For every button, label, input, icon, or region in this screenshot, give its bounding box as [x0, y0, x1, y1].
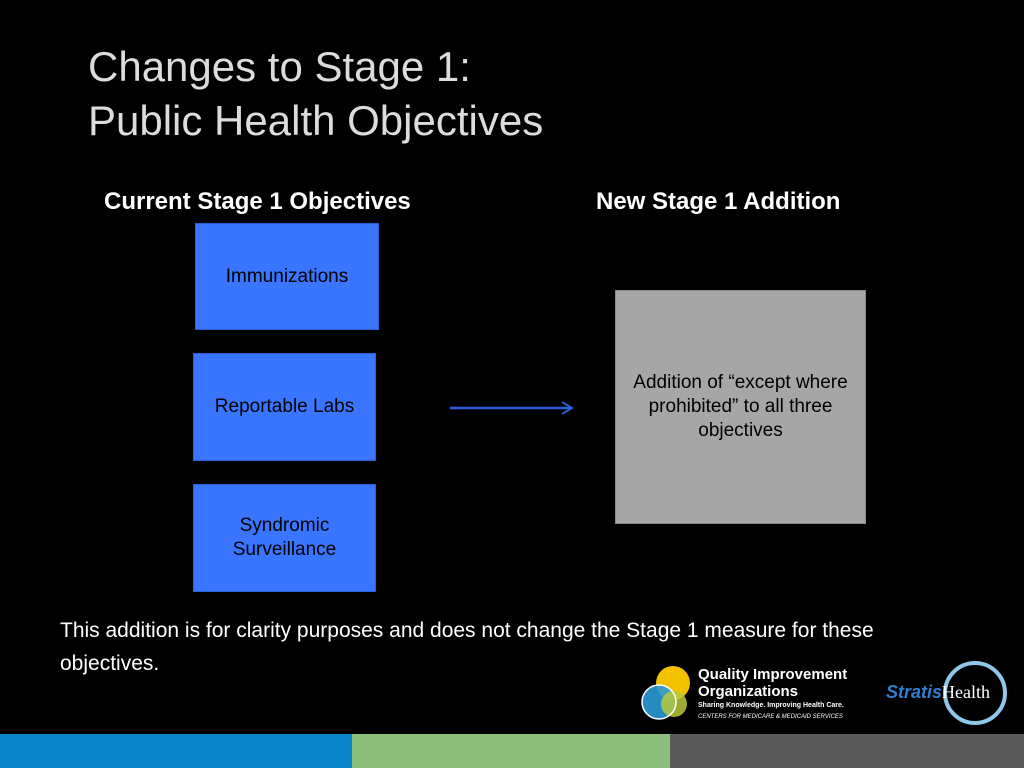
footer-segment-blue [0, 734, 352, 768]
stratis-health-logo [884, 658, 1012, 730]
title-line-2: Public Health Objectives [88, 97, 544, 144]
qio-subline: CENTERS FOR MEDICARE & MEDICAID SERVICES [698, 714, 843, 720]
immunizations-box: Immunizations [195, 223, 379, 330]
new-addition-heading: New Stage 1 Addition [596, 188, 841, 215]
stratis-word: Stratis [886, 682, 943, 702]
syndromic-surveillance-box: Syndromic Surveillance [193, 484, 376, 592]
qio-logo [638, 664, 868, 728]
health-word: Health [942, 682, 991, 702]
title-line-1: Changes to Stage 1: [88, 43, 471, 90]
footer-bar [0, 734, 1024, 768]
stratis-health-wordmark [886, 682, 990, 703]
qio-name-line-2: Organizations [698, 683, 799, 700]
footer-segment-grey [670, 734, 1024, 768]
arrow-right-icon [448, 398, 578, 418]
clarity-note: This addition is for clarity purposes and does not change the Stage 1 measure for these objectives. [60, 619, 874, 675]
footer-segment-green [352, 734, 670, 768]
addition-box: Addition of “except where prohibited” to all three objectives [615, 290, 866, 524]
current-objectives-heading: Current Stage 1 Objectives [104, 188, 411, 215]
qio-name [698, 666, 847, 700]
qio-name-line-1: Quality Improvement [698, 666, 848, 683]
reportable-labs-box: Reportable Labs [193, 353, 376, 461]
slide-title [88, 40, 543, 148]
qio-circles-icon [638, 664, 696, 722]
qio-tagline: Sharing Knowledge. Improving Health Care. [698, 702, 844, 709]
